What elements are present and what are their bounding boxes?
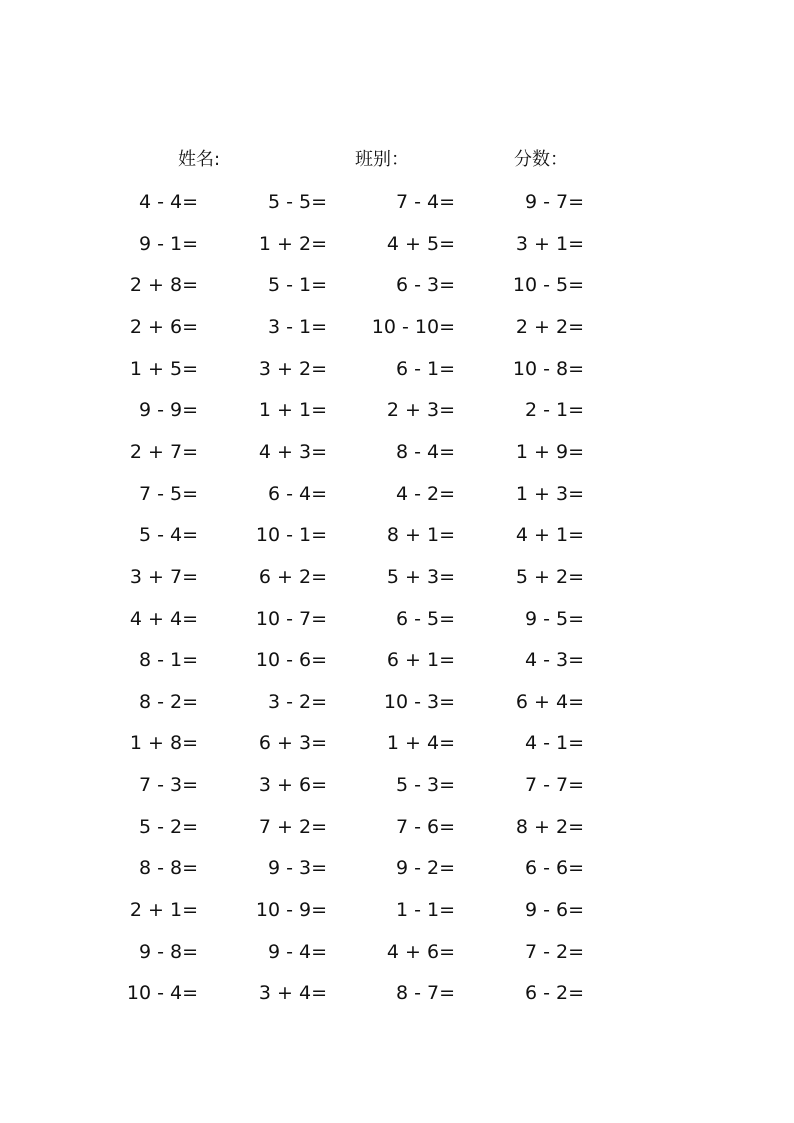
math-problem: 3 - 1= [267,316,327,338]
math-problem: 7 - 2= [524,941,584,963]
math-problem: 4 + 6= [386,941,455,963]
math-problem: 2 + 8= [129,274,198,296]
math-problem: 10 - 7= [255,608,327,630]
math-problem: 5 - 3= [395,774,455,796]
math-problem: 8 - 8= [138,857,198,879]
math-problem: 10 - 9= [255,899,327,921]
math-problem: 6 - 6= [524,857,584,879]
math-problem: 5 - 5= [267,191,327,213]
math-problem: 1 + 8= [129,732,198,754]
math-problem: 5 + 3= [386,566,455,588]
math-problem: 6 - 5= [395,608,455,630]
math-problem: 9 - 6= [524,899,584,921]
class-label: 班别： [355,149,409,170]
math-problem: 2 - 1= [524,399,584,421]
math-problem: 4 + 3= [258,441,327,463]
math-problem: 8 - 7= [395,982,455,1004]
math-problem: 3 + 6= [258,774,327,796]
math-problem: 4 + 4= [129,608,198,630]
math-problem: 1 + 1= [258,399,327,421]
math-problem: 4 - 4= [138,191,198,213]
math-problem: 8 - 1= [138,649,198,671]
math-problem: 10 - 6= [255,649,327,671]
math-problem: 3 + 1= [515,233,584,255]
math-problem: 5 + 2= [515,566,584,588]
math-problem: 9 - 7= [524,191,584,213]
math-problem: 2 + 7= [129,441,198,463]
math-problem: 7 - 7= [524,774,584,796]
math-problem: 7 + 2= [258,816,327,838]
math-problem: 2 + 6= [129,316,198,338]
math-problem: 8 + 1= [386,524,455,546]
math-problem: 6 + 3= [258,732,327,754]
math-problem: 4 - 3= [524,649,584,671]
math-problem: 2 + 3= [386,399,455,421]
math-problem: 7 - 5= [138,483,198,505]
math-problem: 8 - 4= [395,441,455,463]
math-problem: 4 + 1= [515,524,584,546]
math-problem: 1 - 1= [395,899,455,921]
math-problem: 2 + 1= [129,899,198,921]
math-problem: 5 - 4= [138,524,198,546]
math-problem: 6 - 3= [395,274,455,296]
math-problem: 10 - 3= [383,691,455,713]
math-problem: 8 - 2= [138,691,198,713]
math-problem: 3 + 7= [129,566,198,588]
math-problem: 6 + 1= [386,649,455,671]
math-problem: 3 + 4= [258,982,327,1004]
math-problem: 1 + 5= [129,358,198,380]
math-problem: 9 - 1= [138,233,198,255]
math-problem: 8 + 2= [515,816,584,838]
math-problem: 1 + 4= [386,732,455,754]
name-label: 姓名: [178,149,221,170]
math-problem: 10 - 8= [512,358,584,380]
math-problem: 9 - 8= [138,941,198,963]
math-problem: 10 - 5= [512,274,584,296]
math-problem: 10 - 4= [126,982,198,1004]
math-problem: 4 - 2= [395,483,455,505]
math-problem: 6 - 2= [524,982,584,1004]
math-problem: 4 - 1= [524,732,584,754]
math-problem: 5 - 2= [138,816,198,838]
math-problem: 9 - 9= [138,399,198,421]
math-problem: 10 - 1= [255,524,327,546]
math-problem: 6 + 2= [258,566,327,588]
math-problem: 9 - 4= [267,941,327,963]
math-problem: 6 + 4= [515,691,584,713]
math-problem: 7 - 6= [395,816,455,838]
math-problem: 7 - 4= [395,191,455,213]
math-problem: 9 - 5= [524,608,584,630]
math-problem: 1 + 9= [515,441,584,463]
math-problem: 10 - 10= [371,316,455,338]
math-problem: 5 - 1= [267,274,327,296]
math-problem: 3 - 2= [267,691,327,713]
math-problem: 3 + 2= [258,358,327,380]
math-problem: 1 + 2= [258,233,327,255]
math-problem: 6 - 4= [267,483,327,505]
math-problem: 9 - 3= [267,857,327,879]
score-label: 分数： [514,149,568,170]
math-problem: 9 - 2= [395,857,455,879]
math-problem: 2 + 2= [515,316,584,338]
math-problem: 4 + 5= [386,233,455,255]
math-problem: 6 - 1= [395,358,455,380]
math-problem: 1 + 3= [515,483,584,505]
math-problem: 7 - 3= [138,774,198,796]
